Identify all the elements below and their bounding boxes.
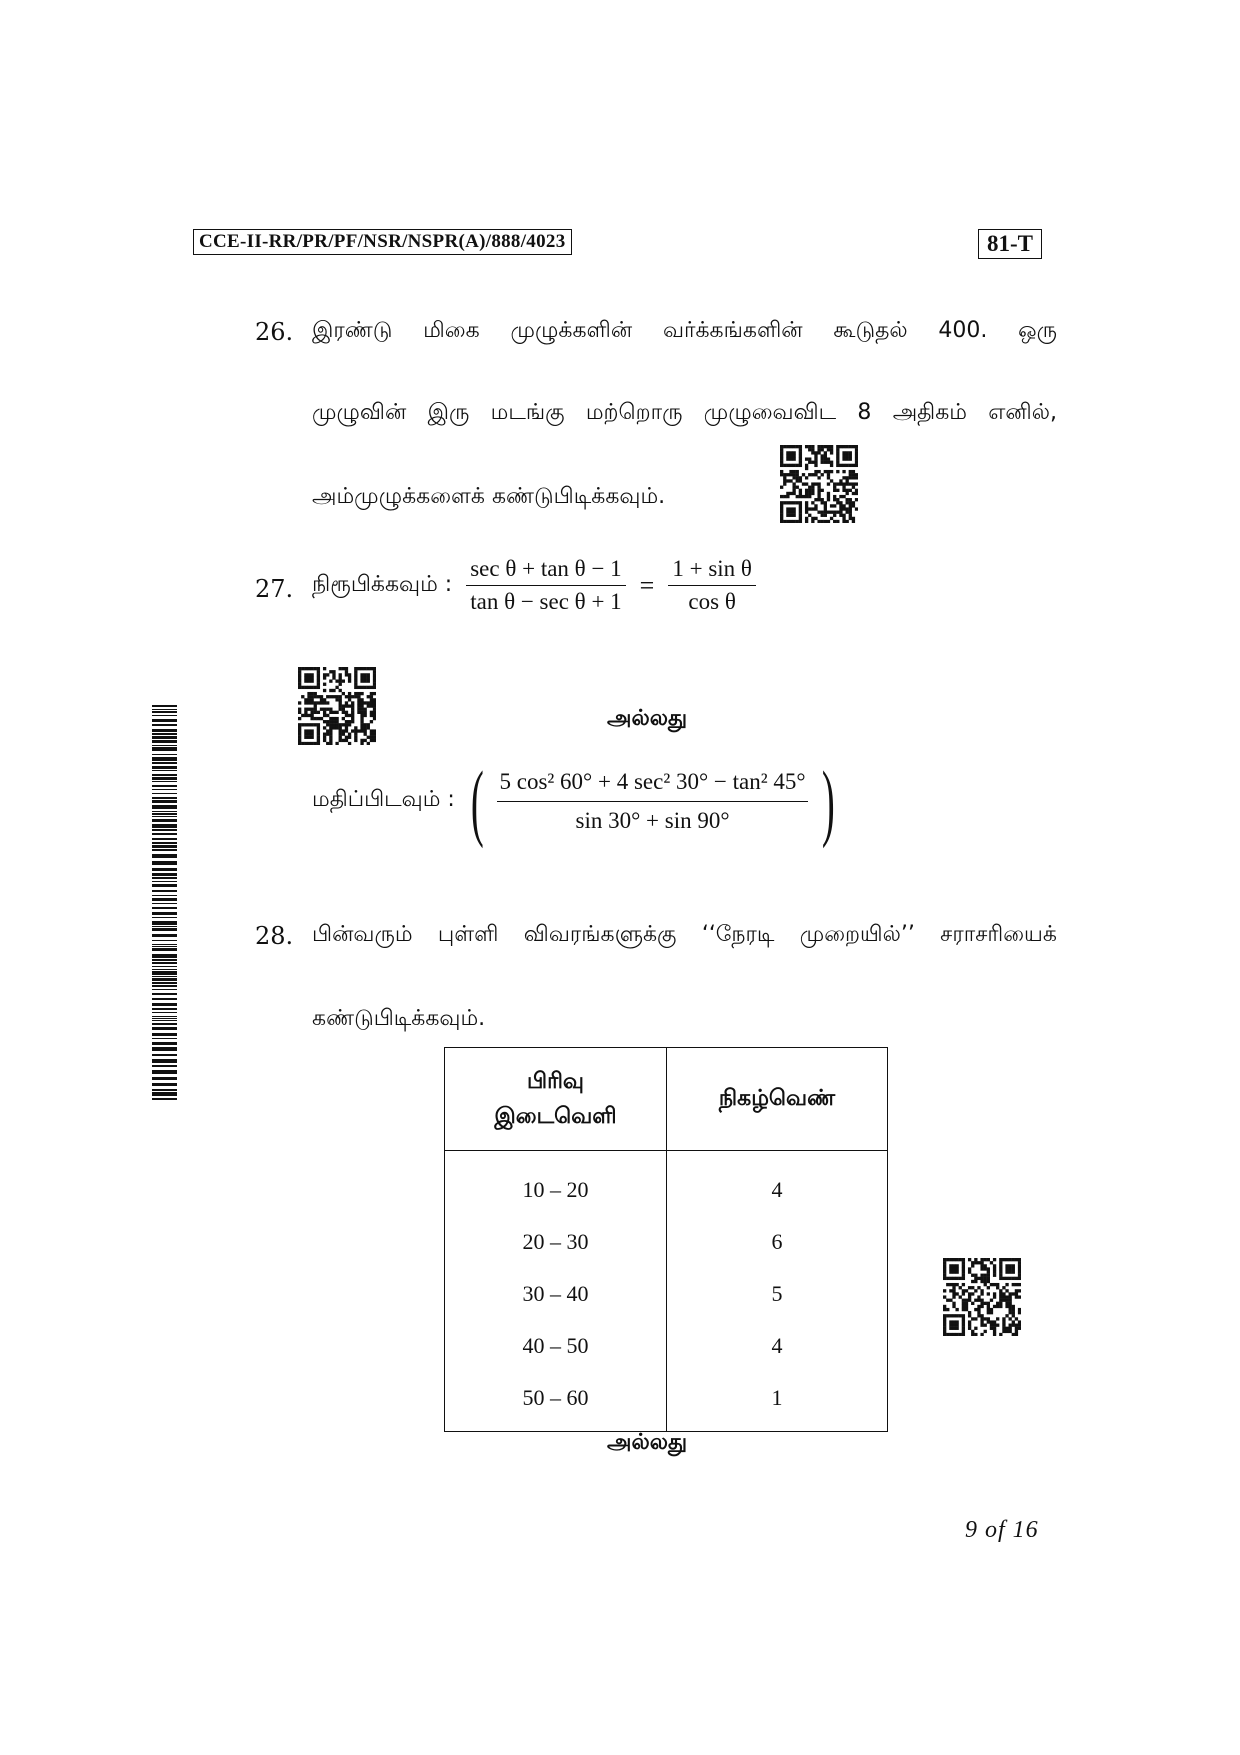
table-row bbox=[445, 1216, 888, 1268]
q27-rhs-fraction bbox=[668, 556, 756, 615]
cell-frequency: 4 bbox=[667, 1320, 888, 1372]
table-row bbox=[445, 1151, 888, 1217]
exam-code: CCE-II-RR/PR/PF/NSR/NSPR(A)/888/4023 bbox=[193, 229, 572, 255]
q27-alt-prompt: மதிப்பிடவும் : bbox=[312, 787, 455, 812]
cell-interval: 40 – 50 bbox=[445, 1320, 667, 1372]
q27-lhs-denominator: tan θ − sec θ + 1 bbox=[470, 589, 622, 614]
cell-frequency: 6 bbox=[667, 1216, 888, 1268]
q26-line1: இரண்டு மிகை முழுக்களின் வர்க்கங்களின் கூடுதல் 400. ஒரு bbox=[312, 318, 1057, 343]
q27-alt-fraction bbox=[497, 769, 807, 834]
q27-equals: = bbox=[639, 570, 655, 600]
q27-or: அல்லது bbox=[607, 706, 688, 731]
qr-code-icon bbox=[780, 445, 858, 523]
q28-line1: பின்வரும் புள்ளி விவரங்களுக்கு ‘‘நேரடி முறையில்’’ சராசரியைக் bbox=[312, 922, 1057, 947]
q27-identity bbox=[312, 556, 756, 615]
cell-frequency: 5 bbox=[667, 1268, 888, 1320]
q27-alternative bbox=[312, 753, 842, 849]
col-header-class-interval bbox=[445, 1048, 667, 1151]
cell-frequency: 4 bbox=[667, 1151, 888, 1217]
table-row bbox=[445, 1268, 888, 1320]
q26-number: 26. bbox=[255, 318, 294, 346]
barcode-icon bbox=[152, 705, 177, 1100]
table-row bbox=[445, 1320, 888, 1372]
q28-number: 28. bbox=[255, 922, 294, 950]
table-row bbox=[445, 1372, 888, 1432]
q27-number: 27. bbox=[255, 575, 294, 603]
q26-line2: முழுவின் இரு மடங்கு மற்றொரு முழுவைவிட 8 அதிகம் எனில், bbox=[312, 400, 1057, 425]
col-header-class-interval-line1: பிரிவு bbox=[527, 1068, 584, 1094]
q27-lhs-fraction bbox=[466, 556, 625, 615]
right-paren: ) bbox=[821, 753, 835, 849]
cell-frequency: 1 bbox=[667, 1372, 888, 1432]
q27-prompt: நிரூபிக்கவும் : bbox=[312, 571, 453, 597]
q27-alt-numerator: 5 cos² 60° + 4 sec² 30° − tan² 45° bbox=[497, 769, 807, 802]
cell-interval: 30 – 40 bbox=[445, 1268, 667, 1320]
paper-code: 81-T bbox=[978, 229, 1042, 259]
qr-code-icon bbox=[298, 667, 376, 745]
q26-line3: அம்முழுக்களைக் கண்டுபிடிக்கவும். bbox=[312, 484, 666, 509]
frequency-table bbox=[444, 1047, 888, 1432]
q27-alt-denominator: sin 30° + sin 90° bbox=[575, 807, 730, 833]
q27-rhs-denominator: cos θ bbox=[688, 589, 736, 614]
left-paren: ( bbox=[470, 753, 484, 849]
q27-lhs-numerator: sec θ + tan θ − 1 bbox=[466, 556, 625, 586]
q28-line2: கண்டுபிடிக்கவும். bbox=[312, 1006, 486, 1031]
col-header-frequency: நிகழ்வெண் bbox=[667, 1048, 888, 1151]
table-header-row bbox=[445, 1048, 888, 1151]
cell-interval: 20 – 30 bbox=[445, 1216, 667, 1268]
q27-rhs-numerator: 1 + sin θ bbox=[668, 556, 756, 586]
cell-interval: 10 – 20 bbox=[445, 1151, 667, 1217]
cell-interval: 50 – 60 bbox=[445, 1372, 667, 1432]
q28-or: அல்லது bbox=[607, 1430, 688, 1455]
qr-code-icon bbox=[943, 1258, 1021, 1336]
page-number: 9 of 16 bbox=[965, 1517, 1039, 1543]
col-header-class-interval-line2: இடைவெளி bbox=[494, 1104, 617, 1129]
